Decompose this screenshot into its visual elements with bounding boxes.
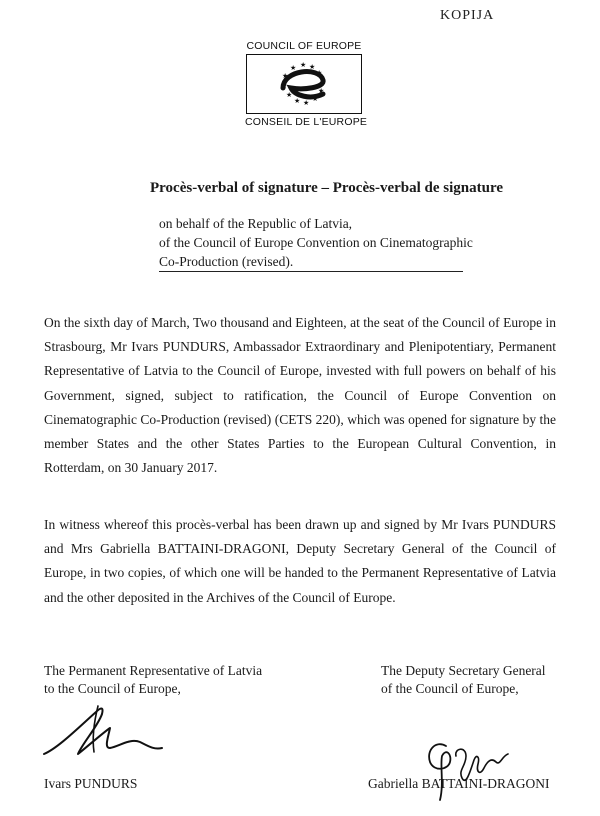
subtitle-line: on behalf of the Republic of Latvia,	[159, 216, 353, 231]
copy-stamp: KOPIJA	[440, 8, 495, 23]
svg-text:★: ★	[282, 72, 289, 80]
role-line: The Permanent Representative of Latvia	[44, 663, 263, 678]
svg-text:★: ★	[300, 61, 307, 69]
subtitle-line: Co-Production (revised).	[159, 254, 294, 269]
svg-text:★: ★	[309, 63, 316, 71]
svg-text:★: ★	[316, 69, 323, 77]
right-handwritten-signature	[418, 726, 528, 806]
svg-text:★: ★	[303, 99, 310, 107]
council-of-europe-logo	[245, 40, 368, 128]
body-paragraph-witness: In witness whereof this procès-verbal has been drawn up and signed by Mr Ivars PUNDURS and Mrs Gabriella BATTAINI-DRAGONI, Deputy Secretary General of the Council of Europe, in two copies, of which one will be handed to the Permanent Representative of Latvia and the other deposited in the Archives of the Council of Europe.	[44, 517, 556, 605]
role-line: of the Council of Europe,	[381, 681, 519, 696]
right-signatory-role	[381, 662, 546, 698]
logo-frame	[246, 54, 362, 114]
svg-text:★: ★	[320, 78, 327, 86]
svg-text:★: ★	[290, 64, 297, 72]
horizontal-divider	[159, 271, 463, 272]
role-line: The Deputy Secretary General	[381, 663, 546, 678]
svg-text:★: ★	[312, 95, 319, 103]
role-line: to the Council of Europe,	[44, 681, 181, 696]
left-signatory-name: Ivars PUNDURS	[44, 776, 138, 791]
logo-top-text: COUNCIL OF EUROPE	[246, 40, 362, 52]
subtitle-line: of the Council of Europe Convention on Cinematographic	[159, 235, 473, 250]
right-signatory-name: Gabriella BATTAINI-DRAGONI	[368, 776, 550, 791]
svg-text:★: ★	[294, 97, 301, 105]
left-handwritten-signature	[38, 692, 168, 772]
svg-text:★: ★	[281, 82, 288, 90]
svg-text:★: ★	[286, 91, 293, 99]
document-subtitle	[159, 214, 473, 271]
document-title: Procès-verbal of signature – Procès-verbal de signature	[150, 180, 503, 196]
logo-bottom-text: CONSEIL DE L'EUROPE	[245, 116, 368, 128]
european-stars-emblem-icon	[273, 58, 335, 110]
svg-text:★: ★	[318, 87, 325, 95]
body-paragraph-signature: On the sixth day of March, Two thousand and Eighteen, at the seat of the Council of Europe in Strasbourg, Mr Ivars PUNDURS, Ambassador Extraordinary and Plenipotentiary, Permanent Representative of Latvia to the Council of Europe, invested with full powers on behalf of his Government, signed, subject to ratification, the Council of Europe Convention on Cinematographic Co-Production (revised) (CETS 220), which was opened for signature by the member States and the other States Parties to the European Cultural Convention, in Rotterdam, on 30 January 2017.	[44, 315, 556, 476]
